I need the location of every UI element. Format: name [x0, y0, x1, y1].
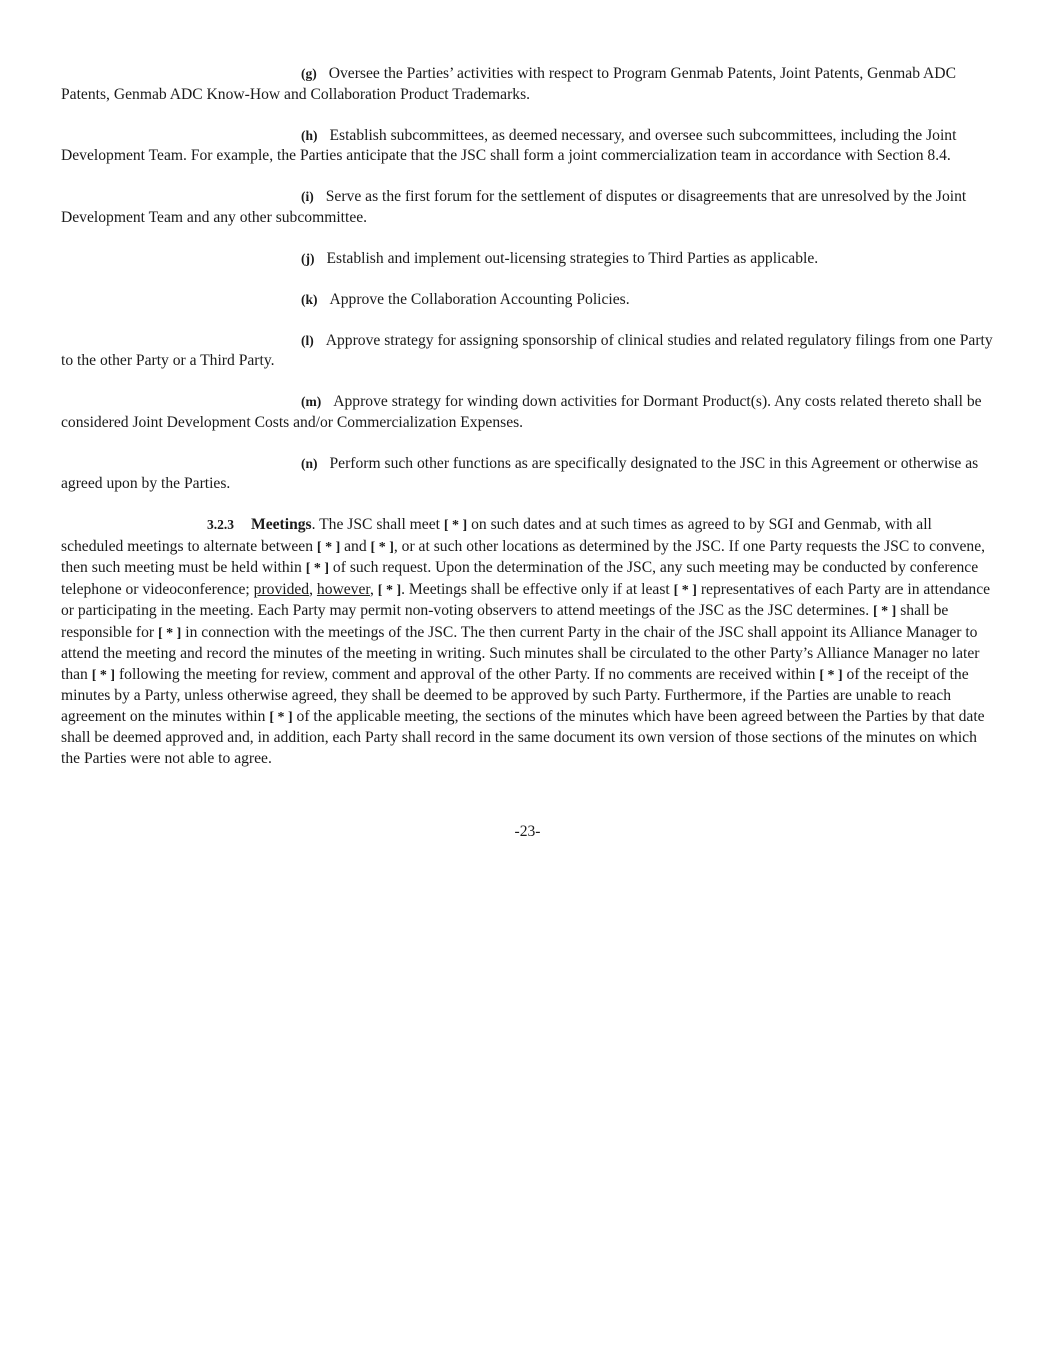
clause-l: [61, 331, 996, 372]
redaction-mark: [ * ]: [370, 539, 394, 555]
provided-term: provided: [253, 580, 310, 598]
redaction-mark: [ * ]: [873, 604, 897, 619]
redaction-mark: [ * ]: [158, 625, 182, 641]
clause-m: [61, 392, 996, 433]
clause-text: Approve strategy for winding down activities for Dormant Product(s). Any costs related thereto shall be considered Joint Development Costs and/or Commercialization Expenses.: [61, 393, 982, 431]
redaction-mark: [ * ]: [316, 539, 341, 555]
redaction-mark: [ * ]: [91, 667, 116, 683]
clause-label: (i): [301, 189, 314, 204]
however-term: however: [316, 580, 370, 598]
redaction-mark: [ * ]: [819, 667, 843, 683]
clause-label: (n): [301, 455, 318, 471]
clause-n: [61, 454, 996, 495]
section-title: Meetings: [251, 516, 312, 533]
clause-text: Approve strategy for assigning sponsorship of clinical studies and related regulatory filings from one Party to the other Party or a Third Party.: [61, 331, 993, 369]
clause-j: [61, 249, 996, 270]
clause-text: Approve the Collaboration Accounting Policies.: [329, 290, 630, 308]
clause-label: (m): [301, 394, 322, 409]
clause-text: Establish subcommittees, as deemed necessary, and oversee such subcommittees, including the Joint Development Team. For example, the Parties anticipate that the JSC shall form a joint commercialization team in accordance with Section 8.4.: [61, 126, 957, 164]
clause-text: Perform such other functions as are specifically designated to the JSC in this Agreement or otherwise as agreed upon by the Parties.: [61, 454, 979, 492]
clause-label: (j): [301, 250, 315, 266]
clause-i: [61, 187, 996, 228]
clause-label: (g): [301, 66, 317, 81]
redaction-mark: [ * ]: [305, 561, 330, 576]
redaction-mark: [ * ]: [673, 582, 697, 598]
clause-text: Oversee the Parties’ activities with respect to Program Genmab Patents, Joint Patents, Genmab ADC Patents, Genmab ADC Know-How and Collaboration Product Trademarks.: [61, 65, 956, 103]
redaction-mark: [ * ]: [443, 518, 468, 533]
redaction-mark: [ * ]: [269, 709, 293, 725]
clause-label: (l): [301, 332, 314, 348]
clause-label: (k): [301, 291, 318, 307]
section-3-2-3: 3.2.3 Meetings. The JSC shall meet [ * ] on such dates and at such times as agreed to by SGI and Genmab, with all scheduled meetings to alternate between [ * ] and [ * ], or at such other locations as determined by the JSC. If one Party requests the JSC to convene, then such meeting must be held within [ * ] of such request. Upon the determination of the JSC, any such meeting may be conducted by conference telephone or videoconference; provided, however, [ * ]. Meetings shall be effective only if at least [ * ] representatives of each Party are in attendance or participating in the meeting. Each Party may permit non-voting observers to attend meetings of the JSC as the JSC determines. [ * ] shall be responsible for [ * ] in connection with the meetings of the JSC. The then current Party in the chair of the JSC shall appoint its Alliance Manager to attend the meeting and record the minutes of the meeting in writing. Such minutes shall be circulated to the other Party’s Alliance Manager no later than [ * ] following the meeting for review, comment and approval of the other Party. If no comments are received within [ * ] of the receipt of the minutes by a Party, unless otherwise agreed, they shall be deemed to be approved by such Party. Furthermore, if the Parties are unable to reach agreement on the minutes within [ * ] of the applicable meeting, the sections of the minutes which have been agreed between the Parties by that date shall be deemed approved and, in addition, each Party shall record in the same document its own version of those sections of the minutes on which the Parties were not able to agree.: [61, 516, 991, 767]
document-page: [61, 64, 996, 769]
clause-label: (h): [301, 127, 318, 143]
page-number: -23-: [514, 823, 541, 840]
clause-text: Serve as the first forum for the settlement of disputes or disagreements that are unresolved by the Joint Development Team and any other subcommittee.: [61, 188, 967, 226]
clause-g: [61, 64, 996, 105]
redaction-mark: [ * ]: [377, 582, 402, 598]
clause-h: [61, 126, 996, 167]
clause-text: Establish and implement out-licensing strategies to Third Parties as applicable.: [326, 249, 819, 267]
clause-k: [61, 290, 996, 311]
section-number: 3.2.3: [207, 517, 234, 532]
